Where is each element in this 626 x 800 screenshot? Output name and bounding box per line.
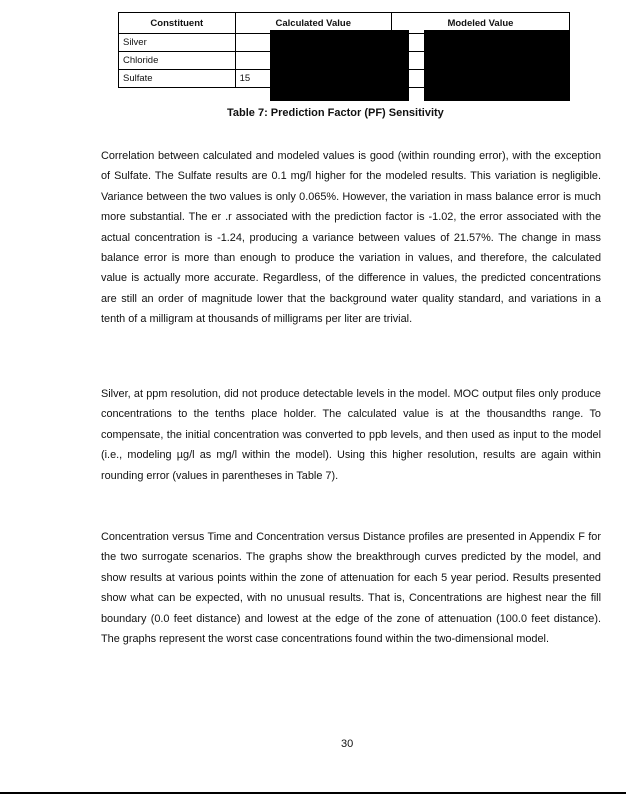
constituent-cell: Chloride <box>119 52 236 70</box>
bottom-rule <box>0 792 626 794</box>
page-number: 30 <box>341 738 354 750</box>
redaction-block <box>424 30 570 101</box>
constituent-cell: Silver <box>119 34 236 52</box>
constituent-cell: Sulfate <box>119 70 236 88</box>
paragraph: Correlation between calculated and modeled values is good (within rounding error), with the exception of Sulfate. The Sulfate results are 0.1 mg/l higher for the modeled results. This variation is negligible. Variance between the two values is only 0.065%. However, the variation in mass balance error is much more substantial. The er .r associated with the prediction factor is -1.02, the error associated with the actual concentration is -1.24, producing a variance between values of 21.57%. The change in mass balance error is more than enough to produce the variation in values, and therefore, the calculated value is actually more accurate. Regardless, of the difference in values, the predicted concentrations are still an order of magnitude lower that the background water quality standard, and variations in a tenth of a milligram at thousands of milligrams per liter are trivial. <box>101 150 601 326</box>
paragraph: Concentration versus Time and Concentration versus Distance profiles are presented in Appendix F for the two surrogate scenarios. The graphs show the breakthrough curves predicted by the model, and show results at various points within the zone of attenuation for each 5 year period. Results presented show what can be expected, with no unusual results. That is, Concentrations are highest near the fill boundary (0.0 feet distance) and lowest at the edge of the zone of attenuation (100.0 feet distance). The graphs represent the worst case concentrations found within the two-dimensional model. <box>101 531 601 646</box>
calculated-cell: 15 <box>235 70 391 88</box>
table-caption: Table 7: Prediction Factor (PF) Sensitivity <box>227 107 444 119</box>
redaction-block <box>270 30 409 101</box>
column-header: Calculated Value <box>235 13 391 34</box>
paragraph: Silver, at ppm resolution, did not produce detectable levels in the model. MOC output files only produce concentrations to the tenths place holder. The calculated value is at the thousandths range. To compensate, the initial concentration was converted to ppb levels, and then used as input to the model (i.e., modeling µg/l as mg/l within the model). Using this higher resolution, results are again within rounding error (values in parentheses in Table 7). <box>101 388 601 482</box>
column-header: Constituent <box>119 13 236 34</box>
column-header: Modeled Value <box>391 13 569 34</box>
